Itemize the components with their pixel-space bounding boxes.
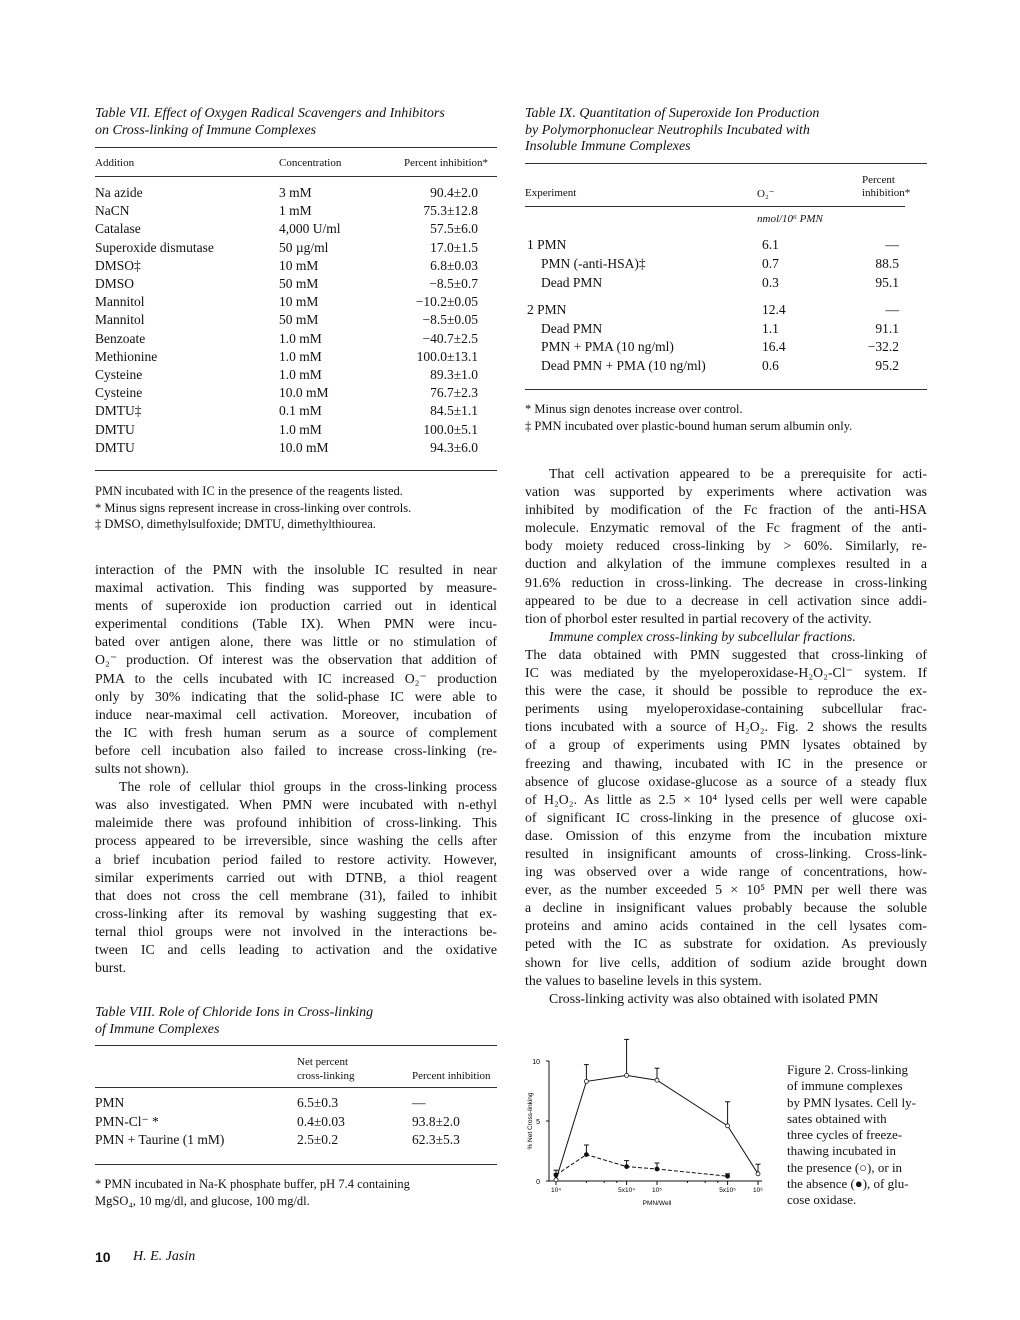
cell-concentration: 10.0 mM xyxy=(279,385,329,401)
text-line: process appeared to be irreversible, since washing the cells after xyxy=(95,833,497,849)
cell-addition: Cysteine xyxy=(95,385,143,401)
text-line: was also investigated. When PMN were incubated with n-ethyl xyxy=(95,797,497,813)
cell-concentration: 0.1 mM xyxy=(279,403,322,419)
cell-addition: DMSO xyxy=(95,276,135,291)
column-header: Percent xyxy=(862,174,895,186)
rule xyxy=(95,1087,497,1088)
cell-experiment: Dead PMN xyxy=(541,321,603,336)
x-tick-label: 10⁵ xyxy=(652,1187,662,1194)
title-line: of Immune Complexes xyxy=(95,1021,220,1037)
cell-percent-inhibition: 95.2 xyxy=(875,358,899,373)
text-line: Cross-linking activity was also obtained with isolated PMN xyxy=(549,990,879,1006)
cell-net-cross-linking: 6.5±0.3 xyxy=(297,1095,339,1110)
x-tick-label: 5x10⁴ xyxy=(618,1187,636,1194)
cell-condition: PMN + Taurine (1 mM) xyxy=(95,1132,225,1147)
text-line: bated over antigen alone, there was little or no stimulation of xyxy=(95,634,497,650)
text-line: cross-linking after its removal by washing suggesting that ex- xyxy=(95,905,497,921)
cell-net-cross-linking: 2.5±0.2 xyxy=(297,1132,339,1147)
column-header: Experiment xyxy=(525,187,577,199)
text-line: the IC with fresh human serum as a source of complement xyxy=(95,724,497,740)
cell-percent-inhibition: −40.7±2.5 xyxy=(422,330,478,346)
cell-concentration: 1.0 mM xyxy=(279,421,322,437)
table-vii-footnotes xyxy=(95,483,411,533)
text-line: appeared to be due to a decrease in cell activation since addi- xyxy=(525,592,927,608)
y-tick-label: 5 xyxy=(536,1119,540,1126)
header-line: Net percent xyxy=(297,1056,348,1068)
text-line: 91.6% reduction in cross-linking. The decrease in cross-linking xyxy=(525,574,927,590)
text-line: ments of superoxide ion production carried out in identical xyxy=(95,598,497,614)
footnote: * Minus sign denotes increase over control. xyxy=(525,402,743,416)
caption-line: sates obtained with xyxy=(787,1110,887,1126)
cell-o2: 1.1 xyxy=(762,321,779,336)
data-point xyxy=(726,1174,730,1178)
column-header: inhibition* xyxy=(862,187,911,199)
cell-percent-inhibition: 84.5±1.1 xyxy=(430,403,478,419)
column-header: Concentration xyxy=(279,157,342,169)
cell-percent-inhibition: 88.5 xyxy=(875,256,899,271)
cell-concentration: 10.0 mM xyxy=(279,439,329,455)
column-header: Percent inhibition xyxy=(412,1070,491,1082)
cell-percent-inhibition: 75.3±12.8 xyxy=(423,203,478,219)
cell-percent-inhibition: 93.8±2.0 xyxy=(412,1113,460,1129)
cell-addition: DMTU‡ xyxy=(95,403,142,419)
text-line: sults not shown). xyxy=(95,761,189,777)
text-line: of significant IC cross-linking in the presence of glucose oxi- xyxy=(525,809,927,825)
text-line: vation was supported by experiments where activation was xyxy=(525,484,927,500)
data-point xyxy=(756,1172,760,1176)
cell-percent-inhibition: 100.0±13.1 xyxy=(416,348,478,364)
rule xyxy=(525,389,927,390)
x-tick-label: 5x10⁵ xyxy=(719,1187,736,1194)
data-point xyxy=(655,1167,659,1171)
cell-concentration: 1.0 mM xyxy=(279,367,322,382)
text-line: experimental conditions (Table IX). When PMN were incu- xyxy=(95,616,497,632)
title-line: Insoluble Immune Complexes xyxy=(525,139,691,154)
footnote: MgSO₄, 10 mg/dl, and glucose, 100 mg/dl. xyxy=(95,1193,310,1208)
text-line: a brief incubation period failed to restore activity. However, xyxy=(95,851,497,867)
column-header: Percent inhibition* xyxy=(404,157,489,169)
text-line: interaction of the PMN with the insoluble IC resulted in near xyxy=(95,562,497,577)
title-line: Table VIII. Role of Chloride Ions in Cross-linking xyxy=(95,1005,374,1020)
cell-addition: Na azide xyxy=(95,185,143,200)
cell-addition: Catalase xyxy=(95,221,141,237)
cell-concentration: 1.0 mM xyxy=(279,330,322,346)
cell-addition: Mannitol xyxy=(95,294,145,310)
text-line: body moiety reduced cross-linking by > 60%. Similarly, re- xyxy=(525,538,927,554)
data-point xyxy=(584,1079,588,1083)
table-viii-footnotes xyxy=(95,1176,410,1209)
caption-line: thawing incubated in xyxy=(787,1143,897,1159)
figure-2-chart xyxy=(520,1030,780,1215)
text-line: inhibited by modification of the Fc fraction of the anti-HSA xyxy=(525,502,927,518)
cell-percent-inhibition: 6.8±0.03 xyxy=(430,257,478,273)
data-point xyxy=(554,1173,558,1177)
text-line: of H₂O₂. As little as 2.5 × 10⁴ lysed cells per well were capable xyxy=(525,791,927,807)
table-ix-footnotes xyxy=(525,401,852,434)
caption-line: three cycles of freeze- xyxy=(787,1127,903,1143)
cell-percent-inhibition: — xyxy=(885,237,899,252)
data-point xyxy=(726,1124,730,1128)
rule xyxy=(95,470,497,471)
text-line: IC was mediated by the myeloperoxidase-H₂O₂-Cl⁻ system. If xyxy=(525,665,927,681)
cell-concentration: 3 mM xyxy=(279,185,312,200)
cell-concentration: 10 mM xyxy=(279,257,319,273)
column-header xyxy=(297,1056,354,1083)
text-line: ever, as the number exceeded 5 × 10⁵ PMN per well there was xyxy=(525,882,927,898)
running-author: H. E. Jasin xyxy=(133,1249,196,1264)
cell-experiment: PMN (-anti-HSA)‡ xyxy=(541,256,646,271)
text-line: the values to baseline levels in this system. xyxy=(525,972,762,988)
series-line xyxy=(556,1155,728,1177)
cell-percent-inhibition: 90.4±2.0 xyxy=(430,185,478,200)
rule xyxy=(95,1045,497,1046)
text-line: tions incubated with a source of H₂O₂. Fig. 2 shows the results xyxy=(525,719,927,735)
cell-concentration: 4,000 U/ml xyxy=(279,221,341,237)
title-line: Table VII. Effect of Oxygen Radical Scavengers and Inhibitors xyxy=(95,106,445,121)
rule xyxy=(525,206,905,207)
cell-percent-inhibition: — xyxy=(885,302,899,317)
data-point xyxy=(655,1078,659,1082)
text-line: periments using myeloperoxidase-containing subcellular frac- xyxy=(525,701,927,717)
text-line: freezing and thawing, incubated with IC in the presence or xyxy=(525,755,927,771)
cell-percent-inhibition: 76.7±2.3 xyxy=(430,385,478,401)
text-line: tween IC and cells leading to activation and the oxidative xyxy=(95,941,497,957)
footnote: * Minus signs represent increase in cross-linking over controls. xyxy=(95,500,412,515)
cell-addition: DMTU xyxy=(95,439,135,455)
cell-concentration: 10 mM xyxy=(279,294,319,310)
title-line: by Polymorphonuclear Neutrophils Incubated with xyxy=(525,122,810,138)
title-line: Table IX. Quantitation of Superoxide Ion Production xyxy=(525,106,820,121)
text-line: proteins and amino acids contained in the cell lysates com- xyxy=(525,918,927,934)
text-line: The data obtained with PMN suggested that cross-linking of xyxy=(525,646,927,662)
cell-percent-inhibition: −32.2 xyxy=(867,339,899,354)
cell-percent-inhibition: 17.0±1.5 xyxy=(430,239,478,255)
text-line: a decline in insignificant values probably because the soluble xyxy=(525,900,927,916)
text-line: O₂⁻ production. Of interest was the observation that addition of xyxy=(95,652,497,668)
rule xyxy=(525,163,927,164)
caption-line: cose oxidase. xyxy=(787,1192,857,1208)
text-line: before cell incubation also failed to increase cross-linking (re- xyxy=(95,742,497,758)
table-ix-title xyxy=(525,106,819,156)
x-axis-label: PMN/Well xyxy=(642,1200,672,1207)
caption-line: by PMN lysates. Cell ly- xyxy=(787,1094,916,1110)
cell-condition: PMN xyxy=(95,1095,125,1110)
text-line: The role of cellular thiol groups in the cross-linking process xyxy=(119,779,497,795)
table-viii-title xyxy=(95,1005,373,1038)
header-line: cross-linking xyxy=(297,1069,355,1082)
text-line: maximal activation. This finding was supported by measure- xyxy=(95,580,497,596)
cell-o2: 0.6 xyxy=(762,358,779,373)
cell-percent-inhibition: — xyxy=(412,1095,426,1110)
text-line: similar experiments carried out with DTNB, a thiol reagent xyxy=(95,869,497,885)
left-column-text xyxy=(95,561,497,977)
text-line: tion of phorbol ester resulted in partial recovery of the activity. xyxy=(525,610,872,626)
column-header: O₂⁻ xyxy=(757,188,775,200)
text-line: ing was observed over a wide range of concentrations, how- xyxy=(525,864,927,880)
cell-percent-inhibition: 95.1 xyxy=(875,275,899,290)
cell-experiment: Dead PMN xyxy=(541,275,603,290)
column-header: Addition xyxy=(95,157,135,169)
right-column-text xyxy=(525,465,927,1008)
cell-addition: NaCN xyxy=(95,203,130,219)
rule xyxy=(95,147,497,148)
cell-o2: 16.4 xyxy=(762,339,786,354)
text-line: that does not cross the cell membrane (31), failed to inhibit xyxy=(95,887,497,903)
caption-line: of immune complexes xyxy=(787,1078,903,1094)
rule xyxy=(95,176,497,177)
y-tick-label: 0 xyxy=(536,1179,540,1186)
cell-addition: Cysteine xyxy=(95,367,143,382)
x-tick-label: 10⁶ xyxy=(753,1187,763,1194)
text-line: burst. xyxy=(95,960,127,976)
cell-percent-inhibition: −8.5±0.05 xyxy=(422,312,478,328)
text-line: resulted in insignificant amounts of cross-linking. Cross-link- xyxy=(525,845,927,861)
cell-addition: Mannitol xyxy=(95,312,145,328)
footnote: * PMN incubated in Na-K phosphate buffer, pH 7.4 containing xyxy=(95,1177,410,1191)
cell-percent-inhibition: 94.3±6.0 xyxy=(430,439,478,455)
data-point xyxy=(554,1178,558,1182)
text-line: That cell activation appeared to be a prerequisite for acti- xyxy=(549,466,927,481)
text-line: duction and alkylation of the immune complexes resulted in a xyxy=(525,556,927,572)
cell-concentration: 1 mM xyxy=(279,203,312,219)
cell-percent-inhibition: 91.1 xyxy=(875,321,899,336)
figure-2-caption xyxy=(787,1062,916,1209)
cell-concentration: 1.0 mM xyxy=(279,348,322,364)
cell-addition: DMTU xyxy=(95,421,135,437)
rule xyxy=(95,1164,497,1165)
x-tick-label: 10⁴ xyxy=(550,1187,562,1194)
text-line: this were the case, it should be possible to reproduce the ex- xyxy=(525,683,927,699)
title-line: on Cross-linking of Immune Complexes xyxy=(95,122,317,138)
caption-line: the absence (●), of glu- xyxy=(787,1176,909,1192)
cell-concentration: 50 µg/ml xyxy=(279,239,329,255)
cell-addition: Superoxide dismutase xyxy=(95,239,214,255)
text-line: ternal thiol groups were not involved in the interactions be- xyxy=(95,923,497,939)
cell-condition: PMN-Cl⁻ * xyxy=(95,1113,159,1129)
footnote: PMN incubated with IC in the presence of the reagents listed. xyxy=(95,484,403,498)
text-line: induce near-maximal cell activation. Moreover, incubation of xyxy=(95,706,497,722)
cell-experiment: 2 PMN xyxy=(527,302,567,317)
cell-percent-inhibition: 100.0±5.1 xyxy=(423,421,478,437)
text-line: molecule. Enzymatic removal of the Fc fragment of the anti- xyxy=(525,520,927,536)
table-vii-title xyxy=(95,106,445,139)
cell-concentration: 50 mM xyxy=(279,276,319,291)
text-line: shown for live cells, addition of sodium azide brought down xyxy=(525,954,927,970)
cell-concentration: 50 mM xyxy=(279,312,319,328)
y-axis-label: % Net Cross-linking xyxy=(527,1092,534,1150)
data-point xyxy=(625,1165,629,1169)
cell-addition: Benzoate xyxy=(95,330,146,346)
text-line: maleimide there was profound inhibition of cross-linking. This xyxy=(95,815,497,831)
cell-o2: 6.1 xyxy=(762,237,779,252)
text-line: absence of glucose oxidase-glucose as a source of a steady flux xyxy=(525,773,927,789)
cell-percent-inhibition: −8.5±0.7 xyxy=(429,276,478,291)
text-line: Immune complex cross-linking by subcellular fractions. xyxy=(549,628,856,644)
page-number: 10 xyxy=(95,1249,111,1265)
cell-percent-inhibition: 57.5±6.0 xyxy=(430,221,478,237)
cell-percent-inhibition: 89.3±1.0 xyxy=(430,367,478,382)
data-point xyxy=(584,1153,588,1157)
cell-experiment: Dead PMN + PMA (10 ng/ml) xyxy=(541,358,706,373)
cell-o2: 0.7 xyxy=(762,256,779,271)
y-tick-label: 10 xyxy=(532,1059,540,1066)
units-label: nmol/10⁶ PMN xyxy=(757,213,823,225)
cell-addition: DMSO‡ xyxy=(95,257,141,273)
cell-addition: Methionine xyxy=(95,348,158,364)
text-line: only by 30% indicating that the solid-phase IC were able to xyxy=(95,688,497,704)
cell-o2: 0.3 xyxy=(762,275,779,290)
text-line: PMA to the cells incubated with IC increased O₂⁻ production xyxy=(95,670,497,686)
caption-line: Figure 2. Cross-linking xyxy=(787,1062,908,1077)
cell-net-cross-linking: 0.4±0.03 xyxy=(297,1113,345,1129)
text-line: of a group of experiments using PMN lysates obtained by xyxy=(525,737,927,753)
text-line: dase. Omission of this enzyme from the incubation mixture xyxy=(525,827,927,843)
cell-experiment: 1 PMN xyxy=(527,237,567,252)
data-point xyxy=(625,1073,629,1077)
cell-percent-inhibition: 62.3±5.3 xyxy=(412,1132,460,1147)
footnote: ‡ DMSO, dimethylsulfoxide; DMTU, dimethylthiourea. xyxy=(95,517,376,531)
cell-experiment: PMN + PMA (10 ng/ml) xyxy=(541,339,674,354)
cell-o2: 12.4 xyxy=(762,302,786,317)
caption-line: the presence (○), or in xyxy=(787,1159,903,1175)
cell-percent-inhibition: −10.2±0.05 xyxy=(415,294,478,310)
text-line: peted with the IC as substrate for oxidation. As previously xyxy=(525,936,927,952)
footnote: ‡ PMN incubated over plastic-bound human serum albumin only. xyxy=(525,418,853,433)
